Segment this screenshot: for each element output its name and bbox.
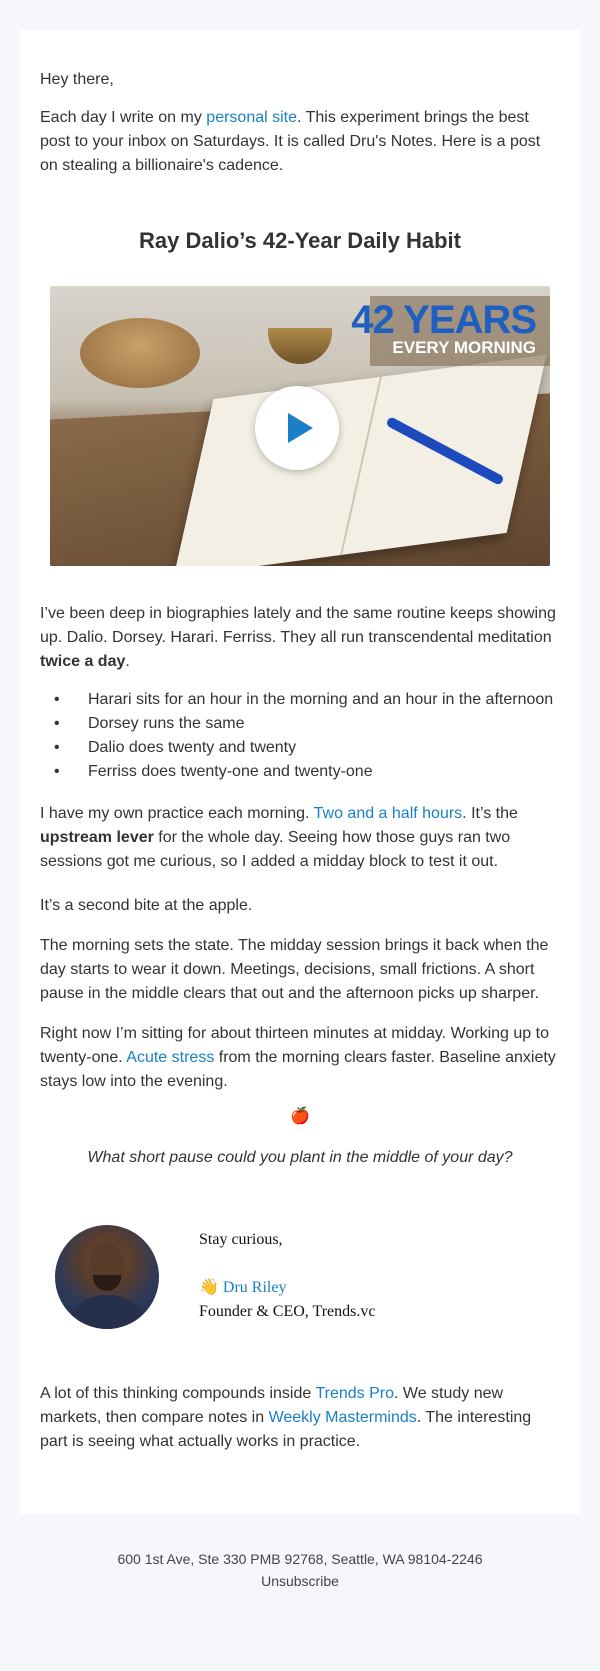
two-and-half-hours-link[interactable]: Two and a half hours [313,805,463,822]
pro-text: A lot of this thinking compounds inside [40,1385,316,1402]
unsubscribe-link[interactable]: Unsubscribe [261,1573,339,1589]
bio-end: . [125,653,130,670]
list-item: • Ferriss does twenty-one and twenty-one [40,760,560,784]
now-text-end: from the morning clears faster. Baseline anxiety stays low into the evening. [40,1049,556,1090]
signature-role: Founder & CEO, Trends.vc [199,1303,376,1320]
thumbnail-headline: 42 YEARS [351,298,536,342]
trends-pro-paragraph [40,1382,560,1454]
list-item: • Dalio does twenty and twenty [40,736,560,760]
play-icon [288,413,313,443]
pro-text-mid: . We study new markets, then compare notes in [40,1385,504,1426]
thumbnail-subheadline: EVERY MORNING [392,338,536,357]
pro-text-end: . The interesting part is seeing what actually works in practice. [40,1409,532,1450]
footer-address: 600 1st Ave, Ste 330 PMB 92768, Seattle, WA 98104-2246 [117,1551,483,1567]
bio-text: I’ve been deep in biographies lately and the same routine keeps showing up. Dalio. Dorsey. Harari. Ferriss. They all run transcendental meditation [40,605,556,646]
now-text: Right now I’m sitting for about thirteen minutes at midday. Working up to twenty-one. [40,1025,549,1066]
signature-name-line [199,1276,286,1300]
intro-paragraph [40,106,560,178]
bowl-illustration [268,328,332,364]
wave-icon: 👋 [199,1279,219,1296]
intro-text-end: . This experiment brings the best post to your inbox on Saturdays. It is called Dru's Notes. Here is a post on stealing a billionaire's cadence. [40,109,541,174]
practice-text-end: for the whole day. Seeing how those guys ran two sessions got me curious, so I added a midday block to test it out. [40,829,511,870]
list-item: • Harari sits for an hour in the morning and an hour in the afternoon [40,688,560,712]
author-name-link[interactable]: Dru Riley [222,1279,287,1296]
video-thumbnail[interactable] [50,286,550,566]
avatar [55,1225,159,1329]
weekly-masterminds-link[interactable]: Weekly Masterminds [268,1409,417,1426]
avatar-beard [93,1275,121,1291]
post-title: Ray Dalio’s 42-Year Daily Habit [139,228,461,253]
personal-site-link[interactable]: personal site [206,109,298,126]
journal-illustration [174,355,547,566]
reflection-question: What short pause could you plant in the middle of your day? [87,1149,513,1166]
greeting: Hey there, [40,71,114,88]
avatar-jacket [65,1295,149,1329]
practice-text-mid: . It’s the [462,805,518,822]
practice-text: I have my own practice each morning. [40,805,314,822]
now-paragraph [40,1022,560,1094]
intro-text: Each day I write on my [40,109,207,126]
morning-paragraph: The morning sets the state. The midday session brings it back when the day starts to wear it down. Meetings, decisions, small frictions. A short pause in the middle clears that out and the afternoon picks up sharper. [40,937,549,1002]
biographies-paragraph [40,602,560,674]
practice-bold: upstream lever [40,829,154,846]
practice-paragraph [40,802,560,874]
acute-stress-link[interactable]: Acute stress [126,1049,215,1066]
cushion-illustration [80,318,200,388]
play-button[interactable] [255,386,339,470]
apple-icon: 🍎 [290,1108,310,1125]
trends-pro-link[interactable]: Trends Pro [315,1385,394,1402]
list-item: • Dorsey runs the same [40,712,560,736]
meditation-list [40,688,560,784]
signature-closing: Stay curious, [199,1231,283,1248]
email-footer [0,1548,600,1592]
bio-bold: twice a day [40,653,126,670]
apple-paragraph: It’s a second bite at the apple. [40,897,253,914]
